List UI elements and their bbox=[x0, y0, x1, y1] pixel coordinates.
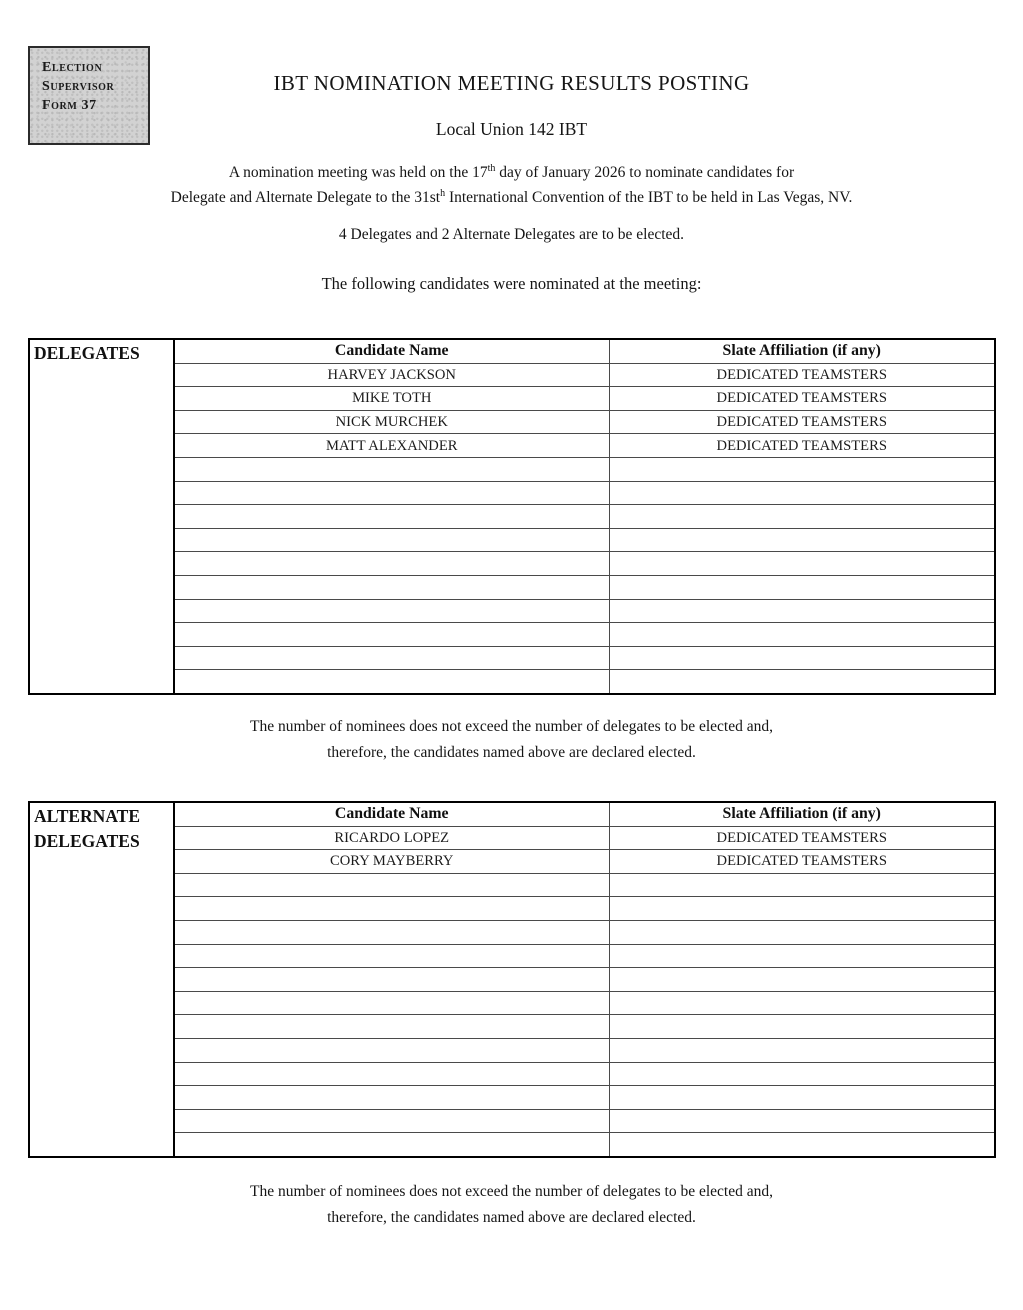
empty-row bbox=[29, 670, 995, 694]
intro-line1-superscript: th bbox=[487, 162, 496, 174]
slate-affiliation-cell: DEDICATED TEAMSTERS bbox=[609, 826, 995, 850]
empty-cell bbox=[609, 623, 995, 647]
candidate-name-cell: RICARDO LOPEZ bbox=[174, 826, 609, 850]
empty-row bbox=[29, 897, 995, 921]
empty-cell bbox=[174, 991, 609, 1015]
empty-cell bbox=[609, 944, 995, 968]
empty-cell bbox=[174, 505, 609, 529]
local-union-subtitle: Local Union 142 IBT bbox=[435, 119, 588, 139]
empty-row bbox=[29, 1133, 995, 1157]
empty-row bbox=[29, 505, 995, 529]
empty-cell bbox=[174, 920, 609, 944]
alternate-delegates-table bbox=[28, 801, 996, 1158]
candidate-row bbox=[29, 850, 995, 874]
empty-row bbox=[29, 944, 995, 968]
candidate-name-cell: HARVEY JACKSON bbox=[174, 363, 609, 387]
empty-cell bbox=[609, 991, 995, 1015]
empty-cell bbox=[609, 505, 995, 529]
candidate-name-cell: MIKE TOTH bbox=[174, 387, 609, 411]
column-header: Slate Affiliation (if any) bbox=[609, 339, 995, 363]
empty-cell bbox=[174, 1133, 609, 1157]
column-header: Candidate Name bbox=[174, 339, 609, 363]
empty-cell bbox=[174, 1038, 609, 1062]
empty-cell bbox=[609, 599, 995, 623]
column-header: Candidate Name bbox=[174, 802, 609, 826]
note-line1: The number of nominees does not exceed the number of delegates to be elected and, bbox=[250, 718, 773, 735]
alternates-elected-note bbox=[0, 1179, 1023, 1230]
empty-cell bbox=[174, 575, 609, 599]
empty-cell bbox=[174, 1109, 609, 1133]
empty-cell bbox=[174, 457, 609, 481]
empty-cell bbox=[609, 873, 995, 897]
empty-row bbox=[29, 599, 995, 623]
candidate-name-cell: NICK MURCHEK bbox=[174, 410, 609, 434]
empty-cell bbox=[174, 897, 609, 921]
empty-row bbox=[29, 623, 995, 647]
empty-cell bbox=[174, 528, 609, 552]
empty-cell bbox=[174, 1086, 609, 1110]
empty-cell bbox=[609, 552, 995, 576]
empty-row bbox=[29, 920, 995, 944]
empty-row bbox=[29, 968, 995, 992]
empty-row bbox=[29, 1038, 995, 1062]
empty-row bbox=[29, 1062, 995, 1086]
empty-row bbox=[29, 481, 995, 505]
empty-row bbox=[29, 528, 995, 552]
empty-cell bbox=[609, 920, 995, 944]
note-line2: therefore, the candidates named above are declared elected. bbox=[327, 1208, 696, 1226]
intro-line2-superscript: h bbox=[440, 187, 446, 199]
page-title: IBT NOMINATION MEETING RESULTS POSTING bbox=[273, 71, 750, 95]
intro-line2-text: Delegate and Alternate Delegate to the 31st bbox=[170, 189, 441, 206]
form-box-line: Election bbox=[42, 60, 103, 75]
empty-cell bbox=[609, 1015, 995, 1039]
slate-affiliation-cell: DEDICATED TEAMSTERS bbox=[609, 434, 995, 458]
column-header: Slate Affiliation (if any) bbox=[609, 802, 995, 826]
empty-cell bbox=[609, 481, 995, 505]
empty-cell bbox=[609, 528, 995, 552]
delegates-elected-note bbox=[0, 714, 1023, 765]
slate-affiliation-cell: DEDICATED TEAMSTERS bbox=[609, 410, 995, 434]
candidate-row bbox=[29, 410, 995, 434]
empty-row bbox=[29, 991, 995, 1015]
empty-cell bbox=[609, 968, 995, 992]
table-header-row bbox=[29, 802, 995, 826]
empty-cell bbox=[174, 670, 609, 694]
empty-row bbox=[29, 457, 995, 481]
empty-cell bbox=[609, 1062, 995, 1086]
candidate-row bbox=[29, 826, 995, 850]
empty-cell bbox=[609, 897, 995, 921]
candidate-row bbox=[29, 387, 995, 411]
intro-line1-text: day of January 2026 to nominate candidates for bbox=[495, 164, 795, 181]
empty-cell bbox=[174, 1015, 609, 1039]
empty-cell bbox=[174, 599, 609, 623]
empty-cell bbox=[609, 670, 995, 694]
empty-cell bbox=[609, 646, 995, 670]
empty-cell bbox=[174, 623, 609, 647]
table-section-label: DELEGATES bbox=[29, 339, 174, 694]
slate-affiliation-cell: DEDICATED TEAMSTERS bbox=[609, 850, 995, 874]
intro-line1-text: A nomination meeting was held on the 17 bbox=[228, 164, 488, 181]
candidate-name-cell: MATT ALEXANDER bbox=[174, 434, 609, 458]
empty-cell bbox=[609, 1109, 995, 1133]
empty-cell bbox=[174, 646, 609, 670]
meeting-intro-paragraph bbox=[0, 160, 1023, 210]
empty-cell bbox=[609, 1086, 995, 1110]
candidate-row bbox=[29, 434, 995, 458]
empty-row bbox=[29, 552, 995, 576]
candidate-name-cell: CORY MAYBERRY bbox=[174, 850, 609, 874]
empty-row bbox=[29, 1086, 995, 1110]
empty-cell bbox=[174, 481, 609, 505]
delegates-table bbox=[28, 338, 996, 695]
slate-affiliation-cell: DEDICATED TEAMSTERS bbox=[609, 387, 995, 411]
empty-cell bbox=[609, 1133, 995, 1157]
delegates-count-line: 4 Delegates and 2 Alternate Delegates are to be elected. bbox=[338, 226, 685, 243]
empty-cell bbox=[174, 968, 609, 992]
table-header-row bbox=[29, 339, 995, 363]
empty-cell bbox=[174, 1062, 609, 1086]
empty-row bbox=[29, 1015, 995, 1039]
form-box-line: Form 37 bbox=[42, 98, 97, 113]
form-box-line: Supervisor bbox=[42, 79, 115, 94]
empty-cell bbox=[174, 944, 609, 968]
empty-row bbox=[29, 873, 995, 897]
empty-cell bbox=[609, 575, 995, 599]
table-section-label: ALTERNATE DELEGATES bbox=[29, 802, 174, 1157]
note-line1: The number of nominees does not exceed the number of delegates to be elected and, bbox=[250, 1183, 773, 1200]
slate-affiliation-cell: DEDICATED TEAMSTERS bbox=[609, 363, 995, 387]
empty-row bbox=[29, 575, 995, 599]
empty-cell bbox=[609, 457, 995, 481]
nominated-candidates-line: The following candidates were nominated at the meeting: bbox=[321, 274, 702, 293]
empty-cell bbox=[174, 552, 609, 576]
intro-line2-text: International Convention of the IBT to be held in Las Vegas, NV. bbox=[445, 189, 853, 206]
empty-row bbox=[29, 1109, 995, 1133]
empty-cell bbox=[174, 873, 609, 897]
note-line2: therefore, the candidates named above are declared elected. bbox=[327, 743, 696, 761]
empty-cell bbox=[609, 1038, 995, 1062]
empty-row bbox=[29, 646, 995, 670]
candidate-row bbox=[29, 363, 995, 387]
